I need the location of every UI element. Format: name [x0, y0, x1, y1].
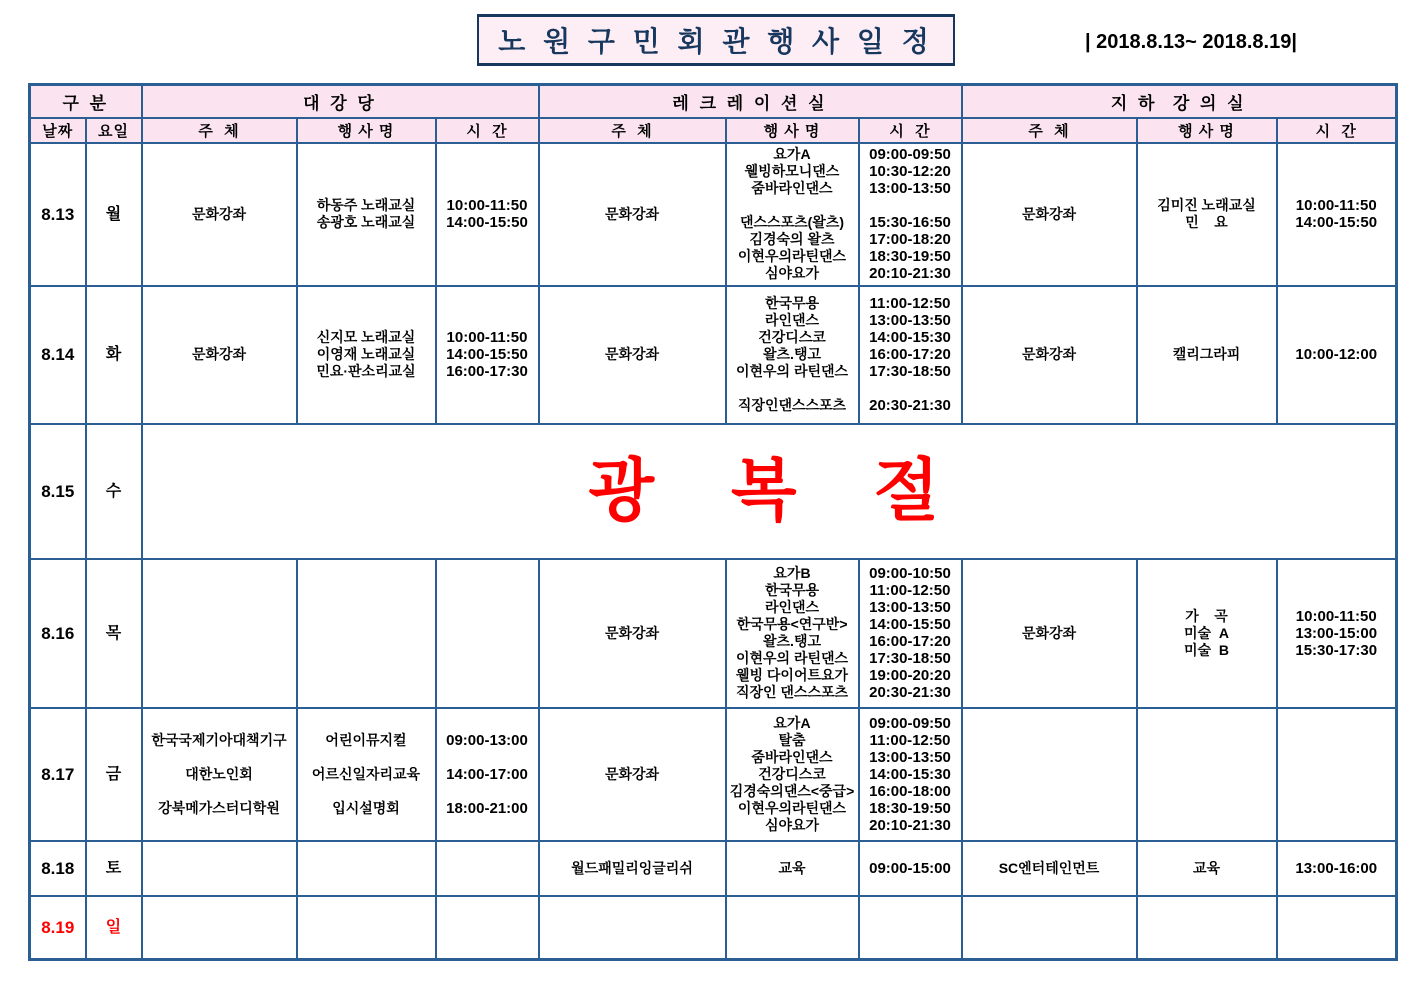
- recreation-organizer-cell: 문화강좌: [539, 286, 726, 424]
- hall-time-cell: [436, 896, 539, 960]
- recreation-time-cell: [859, 896, 962, 960]
- header-group-row: [30, 85, 1397, 118]
- hall-event-cell: 신지모 노래교실 이영재 노래교실 민요·판소리교실: [297, 286, 436, 424]
- recreation-event-cell: 교육: [726, 841, 859, 896]
- date-cell: 8.13: [30, 143, 86, 286]
- date-cell: 8.15: [30, 424, 86, 559]
- recreation-time-cell: 09:00-09:50 10:30-12:20 13:00-13:50 15:30-16:50 17:00-18:20 18:30-19:50 20:10-21:30: [859, 143, 962, 286]
- table-row-8.17: [30, 708, 1397, 841]
- table-row-8.18: [30, 841, 1397, 896]
- basement-event-cell: [1137, 708, 1277, 841]
- basement-organizer-cell: [962, 708, 1137, 841]
- basement-organizer-cell: 문화강좌: [962, 143, 1137, 286]
- recreation-time-cell: 11:00-12:50 13:00-13:50 14:00-15:30 16:00-17:20 17:30-18:50 20:30-21:30: [859, 286, 962, 424]
- schedule-table: [28, 83, 1398, 961]
- recreation-organizer-cell: 문화강좌: [539, 143, 726, 286]
- recreation-event-cell: 요가B 한국무용 라인댄스 한국무용<연구반> 왈츠.탱고 이현우의 라틴댄스 웰빙 다이어트요가 직장인 댄스스포츠: [726, 559, 859, 708]
- basement-event-cell: [1137, 896, 1277, 960]
- day-cell: 목: [86, 559, 142, 708]
- recreation-organizer-cell: 문화강좌: [539, 559, 726, 708]
- date-cell: 8.16: [30, 559, 86, 708]
- hall-event-cell: [297, 559, 436, 708]
- sub-header-2: 주 체: [142, 118, 297, 143]
- recreation-organizer-cell: 문화강좌: [539, 708, 726, 841]
- table-row-8.15: [30, 424, 1397, 559]
- hall-organizer-cell: 문화강좌: [142, 143, 297, 286]
- hall-time-cell: 09:00-13:00 14:00-17:00 18:00-21:00: [436, 708, 539, 841]
- recreation-event-cell: [726, 896, 859, 960]
- sub-header-8: 주 체: [962, 118, 1137, 143]
- hall-time-cell: 10:00-11:50 14:00-15:50 16:00-17:30: [436, 286, 539, 424]
- basement-time-cell: 10:00-11:50 14:00-15:50: [1277, 143, 1397, 286]
- hall-organizer-cell: [142, 841, 297, 896]
- basement-event-cell: 가 곡 미술 A 미술 B: [1137, 559, 1277, 708]
- hall-organizer-cell: 한국국제기아대책기구 대한노인회 강북메가스터디학원: [142, 708, 297, 841]
- basement-organizer-cell: [962, 896, 1137, 960]
- table-row-8.16: [30, 559, 1397, 708]
- page-title: 노 원 구 민 회 관 행 사 일 정: [477, 14, 955, 66]
- basement-event-cell: 교육: [1137, 841, 1277, 896]
- holiday-cell: 광 복 절: [142, 424, 1397, 559]
- day-cell: 토: [86, 841, 142, 896]
- sub-header-0: 날짜: [30, 118, 86, 143]
- basement-organizer-cell: 문화강좌: [962, 559, 1137, 708]
- hall-time-cell: 10:00-11:50 14:00-15:50: [436, 143, 539, 286]
- table-row-8.14: [30, 286, 1397, 424]
- basement-time-cell: [1277, 708, 1397, 841]
- day-cell: 일: [86, 896, 142, 960]
- recreation-event-cell: 요가A 웰빙하모니댄스 줌바라인댄스 댄스스포츠(왈츠) 김경숙의 왈츠 이현우의라틴댄스 심야요가: [726, 143, 859, 286]
- recreation-event-cell: 요가A 탈춤 줌바라인댄스 건강디스코 김경숙의댄스<중급> 이현우의라틴댄스 심야요가: [726, 708, 859, 841]
- sub-header-5: 주 체: [539, 118, 726, 143]
- day-cell: 금: [86, 708, 142, 841]
- group-header-recreation: 레 크 레 이 션 실: [539, 85, 962, 118]
- date-cell: 8.17: [30, 708, 86, 841]
- date-range: | 2018.8.13~ 2018.8.19|: [1085, 30, 1297, 53]
- header-sub-row: [30, 118, 1397, 143]
- date-cell: 8.19: [30, 896, 86, 960]
- basement-event-cell: 캘리그라피: [1137, 286, 1277, 424]
- hall-organizer-cell: [142, 559, 297, 708]
- hall-organizer-cell: 문화강좌: [142, 286, 297, 424]
- sub-header-3: 행 사 명: [297, 118, 436, 143]
- group-header-basement: 지 하 강 의 실: [962, 85, 1397, 118]
- date-cell: 8.14: [30, 286, 86, 424]
- basement-time-cell: 13:00-16:00: [1277, 841, 1397, 896]
- date-cell: 8.18: [30, 841, 86, 896]
- basement-organizer-cell: 문화강좌: [962, 286, 1137, 424]
- hall-event-cell: 어린이뮤지컬 어르신일자리교육 입시설명회: [297, 708, 436, 841]
- day-cell: 수: [86, 424, 142, 559]
- sub-header-9: 행 사 명: [1137, 118, 1277, 143]
- recreation-event-cell: 한국무용 라인댄스 건강디스코 왈츠.탱고 이현우의 라틴댄스 직장인댄스스포츠: [726, 286, 859, 424]
- basement-event-cell: 김미진 노래교실 민 요: [1137, 143, 1277, 286]
- day-cell: 월: [86, 143, 142, 286]
- hall-event-cell: [297, 896, 436, 960]
- table-row-8.19: [30, 896, 1397, 960]
- sub-header-1: 요일: [86, 118, 142, 143]
- recreation-time-cell: 09:00-15:00: [859, 841, 962, 896]
- recreation-organizer-cell: 월드패밀리잉글리쉬: [539, 841, 726, 896]
- basement-time-cell: 10:00-12:00: [1277, 286, 1397, 424]
- sub-header-7: 시 간: [859, 118, 962, 143]
- basement-time-cell: 10:00-11:50 13:00-15:00 15:30-17:30: [1277, 559, 1397, 708]
- table-row-8.13: [30, 143, 1397, 286]
- recreation-time-cell: 09:00-09:50 11:00-12:50 13:00-13:50 14:00-15:30 16:00-18:00 18:30-19:50 20:10-21:30: [859, 708, 962, 841]
- sub-header-6: 행 사 명: [726, 118, 859, 143]
- sub-header-10: 시 간: [1277, 118, 1397, 143]
- hall-event-cell: 하동주 노래교실 송광호 노래교실: [297, 143, 436, 286]
- basement-organizer-cell: SC엔터테인먼트: [962, 841, 1137, 896]
- hall-organizer-cell: [142, 896, 297, 960]
- group-header-category: 구 분: [30, 85, 142, 118]
- recreation-time-cell: 09:00-10:50 11:00-12:50 13:00-13:50 14:00-15:50 16:00-17:20 17:30-18:50 19:00-20:20 20:30-21:30: [859, 559, 962, 708]
- recreation-organizer-cell: [539, 896, 726, 960]
- day-cell: 화: [86, 286, 142, 424]
- hall-time-cell: [436, 841, 539, 896]
- basement-time-cell: [1277, 896, 1397, 960]
- hall-event-cell: [297, 841, 436, 896]
- hall-time-cell: [436, 559, 539, 708]
- sub-header-4: 시 간: [436, 118, 539, 143]
- group-header-hall: 대 강 당: [142, 85, 539, 118]
